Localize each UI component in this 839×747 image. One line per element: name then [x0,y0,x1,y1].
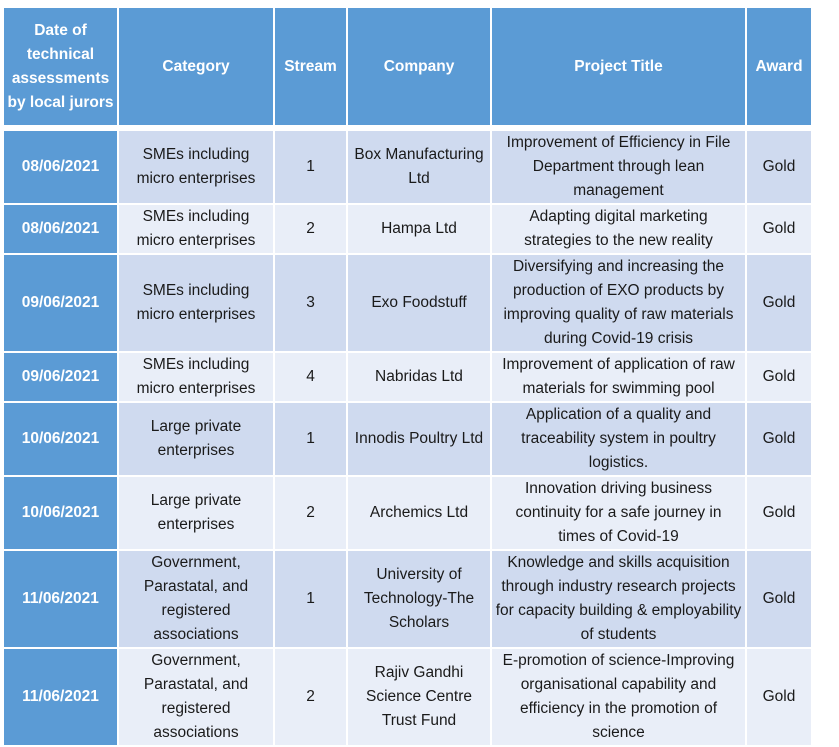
award-cell: Gold [747,649,811,745]
stream-cell: 1 [275,131,346,203]
award-cell: Gold [747,205,811,253]
category-cell: Large private enterprises [119,403,273,475]
date-cell: 09/06/2021 [4,353,117,401]
category-cell: SMEs including micro enterprises [119,205,273,253]
header-separator [4,127,811,129]
project-title-cell: Diversifying and increasing the production of EXO products by improving quality of raw materials during Covid-19 crisis [492,255,745,351]
award-cell: Gold [747,477,811,549]
award-cell: Gold [747,551,811,647]
project-title-cell: Improvement of Efficiency in File Department through lean management [492,131,745,203]
company-cell: Nabridas Ltd [348,353,490,401]
project-title-cell: E-promotion of science-Improving organisational capability and efficiency in the promotion of science [492,649,745,745]
category-cell: SMEs including micro enterprises [119,255,273,351]
company-cell: Hampa Ltd [348,205,490,253]
award-cell: Gold [747,131,811,203]
category-cell: Government, Parastatal, and registered associations [119,649,273,745]
project-title-cell: Knowledge and skills acquisition through industry research projects for capacity building & employability of students [492,551,745,647]
company-cell: University of Technology-The Scholars [348,551,490,647]
company-cell: Rajiv Gandhi Science Centre Trust Fund [348,649,490,745]
category-cell: Government, Parastatal, and registered associations [119,551,273,647]
stream-cell: 1 [275,551,346,647]
header-stream: Stream [275,8,346,125]
date-cell: 10/06/2021 [4,477,117,549]
table-row [4,353,811,401]
table-row [4,403,811,475]
header-company: Company [348,8,490,125]
header-date: Date of technical assessments by local jurors [4,8,117,125]
awards-table-container [2,6,813,747]
project-title-cell: Innovation driving business continuity for a safe journey in times of Covid-19 [492,477,745,549]
date-cell: 09/06/2021 [4,255,117,351]
table-row [4,477,811,549]
table-row [4,551,811,647]
company-cell: Box Manufacturing Ltd [348,131,490,203]
stream-cell: 4 [275,353,346,401]
category-cell: Large private enterprises [119,477,273,549]
date-cell: 11/06/2021 [4,649,117,745]
award-cell: Gold [747,403,811,475]
date-cell: 08/06/2021 [4,205,117,253]
table-row [4,205,811,253]
category-cell: SMEs including micro enterprises [119,353,273,401]
category-cell: SMEs including micro enterprises [119,131,273,203]
table-row [4,255,811,351]
stream-cell: 2 [275,649,346,745]
header-row [4,8,811,125]
company-cell: Exo Foodstuff [348,255,490,351]
company-cell: Archemics Ltd [348,477,490,549]
company-cell: Innodis Poultry Ltd [348,403,490,475]
award-cell: Gold [747,255,811,351]
date-cell: 11/06/2021 [4,551,117,647]
stream-cell: 1 [275,403,346,475]
project-title-cell: Application of a quality and traceability system in poultry logistics. [492,403,745,475]
stream-cell: 3 [275,255,346,351]
header-project-title: Project Title [492,8,745,125]
table-row [4,131,811,203]
header-category: Category [119,8,273,125]
stream-cell: 2 [275,205,346,253]
header-award: Award [747,8,811,125]
awards-table [2,6,813,747]
project-title-cell: Improvement of application of raw materials for swimming pool [492,353,745,401]
date-cell: 08/06/2021 [4,131,117,203]
date-cell: 10/06/2021 [4,403,117,475]
award-cell: Gold [747,353,811,401]
stream-cell: 2 [275,477,346,549]
table-row [4,649,811,745]
project-title-cell: Adapting digital marketing strategies to the new reality [492,205,745,253]
